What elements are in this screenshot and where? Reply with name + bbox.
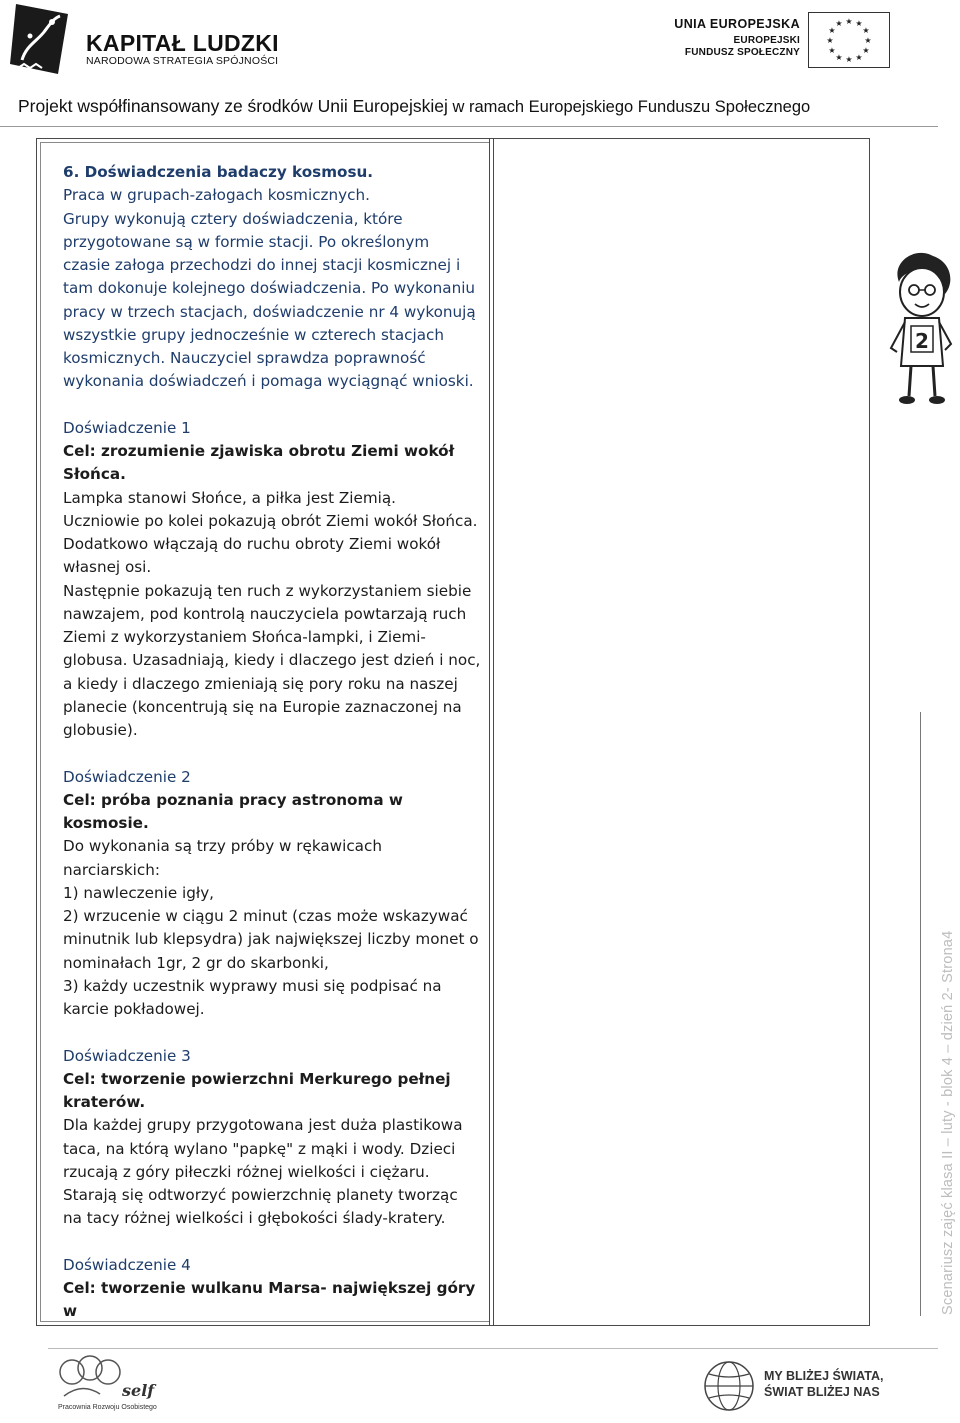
mascot-number: 2 — [915, 329, 929, 353]
footer-divider — [48, 1348, 938, 1349]
side-vertical-rule — [920, 712, 921, 1316]
intro-line: Praca w grupach-załogach kosmicznych. — [63, 186, 370, 205]
experiment-1-line: Uczniowie po kolei pokazują obrót Ziemi wokół Słońca. — [63, 511, 478, 530]
eu-line-2: EUROPEJSKI — [733, 35, 800, 46]
svg-text:★: ★ — [826, 36, 834, 45]
kapital-ludzki-title: KAPITAŁ LUDZKI — [86, 30, 279, 56]
experiment-3-line: Dla każdej grupy przygotowana jest duża plastikowa taca, na którą wylano "papkę" z mąki i wody. Dzieci rzucają z góry piłeczki różnej wielkości i ciężaru. Starają się odtworzyć powierzchnię planety tworząc na tacy różnej wielkości i głębokości ślady-kratery. — [63, 1116, 463, 1228]
svg-text:★: ★ — [845, 55, 853, 64]
eu-flag-icon — [808, 12, 890, 68]
svg-text:★: ★ — [862, 26, 870, 35]
experiment-3-goal: Cel: tworzenie powierzchni Merkurego pełnej kraterów. — [63, 1069, 451, 1111]
column-divider-double — [493, 138, 494, 1326]
globe-logo-text — [764, 1368, 883, 1400]
svg-text:★: ★ — [828, 46, 836, 55]
experiment-2-line: 2) wrzucenie w ciągu 2 minut (czas może wskazywać minutnik lub klepsydra) jak największej liczby monet o nominałach 1gr, 2 gr do skarbonki, — [63, 907, 479, 972]
svg-text:★: ★ — [835, 53, 843, 62]
experiment-1-line: Następnie pokazują ten ruch z wykorzystaniem siebie nawzajem, pod kontrolą nauczyciela powtarzają ruch Ziemi z wykorzystaniem Słońca-lampki, i Ziemi-globusa. Uzasadniają, kiedy i dlaczego jest dzień i noc, a kiedy i dlaczego zmieniają się pory roku na naszej planecie (koncentrują się na Europie zaznaczonej na globusie). — [63, 581, 481, 739]
eu-logo-text — [640, 17, 800, 58]
svg-text:★: ★ — [864, 36, 872, 45]
eu-line-1: UNIA EUROPEJSKA — [674, 17, 800, 31]
column-divider — [489, 138, 490, 1326]
project-cofinancing-line — [18, 96, 810, 117]
eu-line-3: FUNDUSZ SPOŁECZNY — [684, 47, 800, 58]
project-line-part-2: w ramach Europejskiego Funduszu Społecznego — [447, 98, 811, 116]
svg-text:★: ★ — [828, 26, 836, 35]
svg-text:★: ★ — [835, 19, 843, 28]
student-mascot-icon — [885, 248, 957, 406]
header-divider — [0, 126, 938, 127]
experiment-2-heading: Doświadczenie 2 — [63, 767, 191, 786]
kapital-ludzki-subtitle: NARODOWA STRATEGIA SPÓJNOŚCI — [86, 55, 279, 67]
globe-logo-line-1: MY BLIŻEJ ŚWIATA, — [764, 1369, 884, 1383]
experiment-2-goal: Cel: próba poznania pracy astronoma w kosmosie. — [63, 790, 403, 832]
svg-text:★: ★ — [845, 17, 853, 26]
experiment-4-goal: Cel: tworzenie wulkanu Marsa- największej góry w — [63, 1279, 476, 1321]
section-title: 6. Doświadczenia badaczy kosmosu. — [63, 163, 374, 181]
experiment-1-line: Dodatkowo włączają do ruchu obroty Ziemi wokół własnej osi. — [63, 535, 441, 577]
svg-text:★: ★ — [855, 53, 863, 62]
page-footer-vertical-label: Scenariusz zajęć klasa II – luty - blok 4 – dzień 2- Strona4 — [940, 930, 956, 1315]
experiment-2-line: Do wykonania są trzy próby w rękawicach narciarskich: — [63, 837, 382, 879]
experiment-1-heading: Doświadczenie 1 — [63, 418, 191, 437]
intro-paragraph: Grupy wykonują cztery doświadczenia, które przygotowane są w formie stacji. Po określonym czasie załoga przechodzi do innej stacji kosmicznej i tam dokonuje kolejnego doświadczenia. Po wykonaniu pracy w trzech stacjach, doświadczenie nr 4 wykonują wszystkie grupy jednocześnie w czterech stacjach kosmicznych. Nauczyciel sprawdza poprawność wykonania doświadczeń i pomaga wyciągnąć wnioski. — [63, 209, 476, 391]
self-logo-caption: Pracownia Rozwoju Osobistego — [58, 1404, 157, 1411]
globe-logo-line-2: ŚWIAT BLIŻEJ NAS — [764, 1385, 880, 1399]
experiment-3-heading: Doświadczenie 3 — [63, 1046, 191, 1065]
experiment-2-line: 3) każdy uczestnik wyprawy musi się podpisać na karcie pokładowej. — [63, 976, 442, 1018]
lesson-content — [63, 161, 481, 1324]
svg-text:★: ★ — [855, 19, 863, 28]
experiment-1-goal: Cel: zrozumienie zjawiska obrotu Ziemi wokół Słońca. — [63, 442, 455, 484]
kapital-ludzki-emblem-icon — [8, 2, 72, 76]
experiment-1-line: Lampka stanowi Słońce, a piłka jest Ziemią. — [63, 488, 396, 507]
svg-text:★: ★ — [862, 46, 870, 55]
experiment-2-line: 1) nawleczenie igły, — [63, 883, 215, 902]
self-logo-word: self — [122, 1381, 155, 1400]
project-line-part-1: Projekt współfinansowany ze środków Unii Europejskiej — [18, 96, 448, 116]
experiment-4-heading: Doświadczenie 4 — [63, 1255, 191, 1274]
globe-logo-icon — [700, 1357, 758, 1415]
